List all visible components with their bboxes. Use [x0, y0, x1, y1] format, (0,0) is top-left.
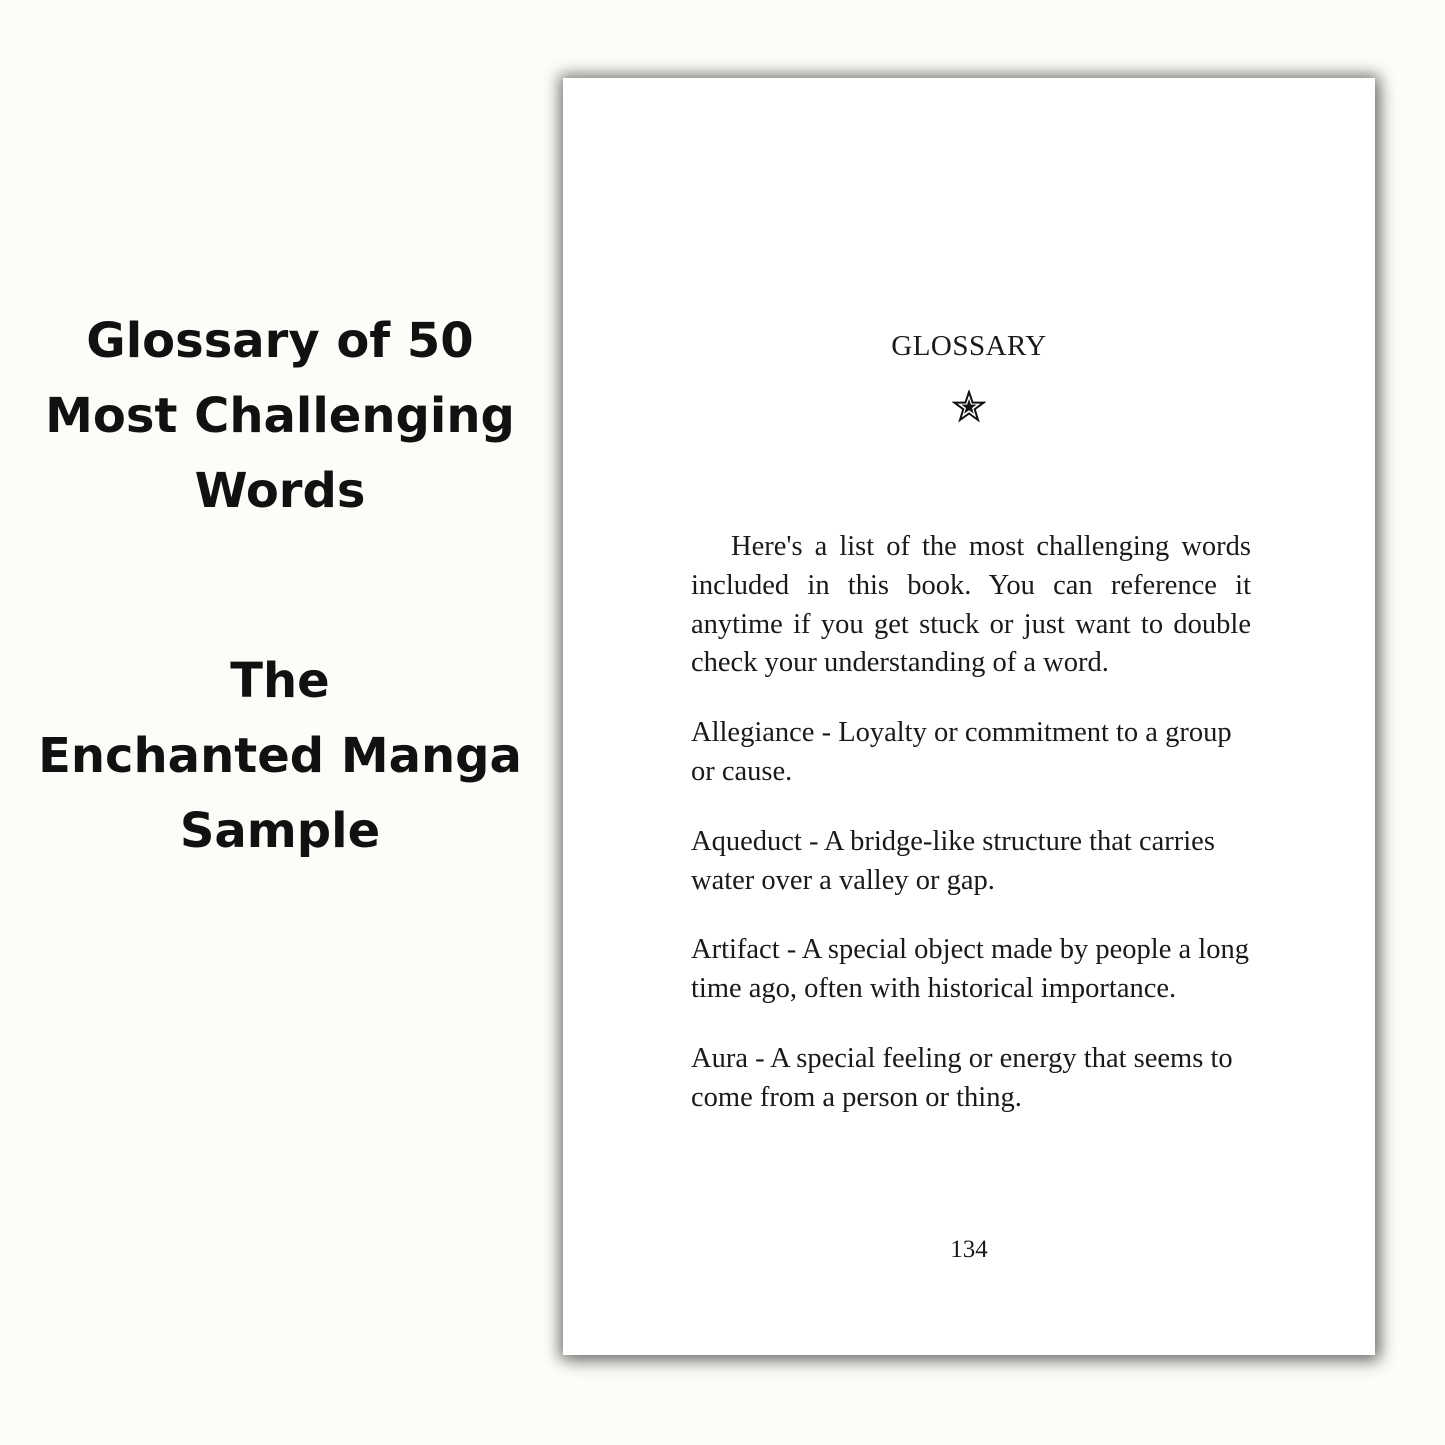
- entry-separator: -: [814, 717, 839, 749]
- promo-heading: [20, 304, 540, 529]
- entry-definition: A special object made by people a long time ago, often with historical importance.: [691, 934, 1249, 1005]
- glossary-entry: [691, 823, 1251, 901]
- promo-subheading-line: The: [230, 653, 330, 709]
- promo-subheading: [20, 644, 540, 869]
- entry-separator: -: [747, 1042, 771, 1074]
- promo-subheading-line: Enchanted Manga: [38, 728, 522, 784]
- glossary-entry: [691, 931, 1251, 1009]
- glossary-entry: [691, 714, 1251, 792]
- promo-subheading-line: Sample: [179, 803, 381, 859]
- entry-term: Aqueduct: [691, 825, 802, 857]
- page-number: 134: [950, 1236, 988, 1263]
- glossary-intro: Here's a list of the most challenging words included in this book. You can reference it anytime if you get stuck or just want to double check your understanding of a word.: [691, 531, 1251, 679]
- entry-separator: -: [801, 825, 824, 857]
- entry-term: Aura: [691, 1042, 748, 1074]
- promo-heading-line: Words: [194, 463, 366, 519]
- entry-definition: A bridge-like structure that carries water over a valley or gap.: [691, 825, 1215, 896]
- glossary-entry: [691, 1040, 1251, 1118]
- book-page: [563, 78, 1375, 1355]
- entry-definition: A special feeling or energy that seems to come from a person or thing.: [691, 1042, 1233, 1113]
- entry-definition: Loyalty or commitment to a group or cause.: [691, 717, 1232, 787]
- entry-term: Allegiance: [691, 717, 815, 749]
- page-title: GLOSSARY: [891, 330, 1047, 362]
- entry-term: Artifact: [691, 934, 780, 966]
- promo-heading-line: Most Challenging: [45, 388, 515, 444]
- glossary-content: [691, 528, 1251, 1118]
- star-icon: [952, 390, 986, 424]
- promo-heading-line: Glossary of 50: [86, 313, 474, 369]
- entry-separator: -: [779, 934, 802, 966]
